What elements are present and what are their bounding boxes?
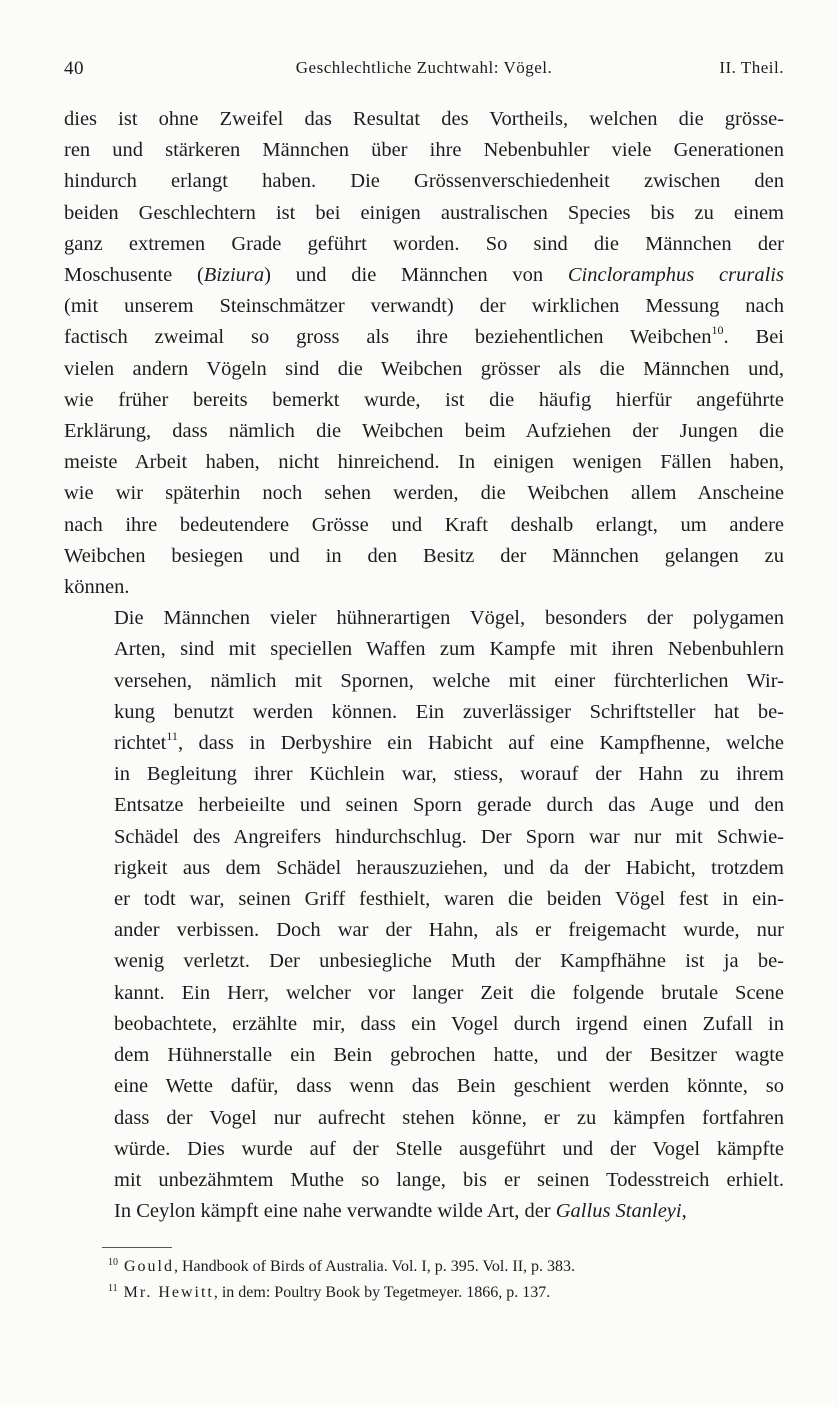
text-segment: dass der Vogel nur aufrecht stehen könne, er zu kämpfen fortfahren — [114, 1106, 784, 1129]
text-line — [64, 603, 784, 634]
text-line — [64, 198, 784, 229]
text-segment: er todt war, seinen Griff festhielt, waren die beiden Vögel fest in ein- — [114, 888, 784, 911]
text-line — [64, 915, 784, 946]
footnotes — [108, 1254, 788, 1306]
text-segment: würde. Dies wurde auf der Stelle ausgeführt und der Vogel kämpfte — [114, 1137, 784, 1160]
text-segment: ) und die Männchen von — [264, 264, 568, 287]
main-text — [64, 104, 784, 1227]
text-line — [64, 291, 784, 322]
text-line — [64, 1165, 784, 1196]
text-segment: Arten, sind mit speciellen Waffen zum Kampfe mit ihren Nebenbuhlern — [114, 638, 784, 661]
text-line — [64, 1103, 784, 1134]
text-segment: Die Männchen vieler hühnerartigen Vögel, besonders der polygamen — [114, 607, 784, 630]
text-segment: Moschusente ( — [64, 264, 204, 287]
footnote-rule — [102, 1247, 172, 1248]
text-segment: . Bei — [723, 326, 784, 349]
italic-term: Biziura — [203, 264, 265, 287]
running-header — [64, 58, 784, 86]
text-line — [64, 1134, 784, 1165]
running-title: Geschlechtliche Zuchtwahl: Vögel. — [295, 58, 553, 77]
text-line — [64, 666, 784, 697]
text-segment: wie früher bereits bemerkt wurde, ist die häufig hierfür angeführte — [64, 388, 784, 411]
text-segment: eine Wette dafür, dass wenn das Bein geschient werden könnte, so — [114, 1075, 784, 1098]
footnote-text: , in dem: Poultry Book by Tegetmeyer. 1866, p. 137. — [213, 1284, 551, 1301]
text-line — [64, 978, 784, 1009]
text-segment: dies ist ohne Zweifel das Resultat des Vortheils, welchen die grösse- — [64, 108, 784, 130]
footnote-number: 11 — [108, 1283, 118, 1294]
text-line — [64, 510, 784, 541]
footnote-marker[interactable]: 11 — [166, 729, 178, 744]
text-line — [64, 1196, 784, 1227]
text-line — [64, 572, 784, 603]
part-label: II. Theil. — [719, 58, 784, 77]
text-segment: Entsatze herbeieilte und seinen Sporn gerade durch das Auge und den — [114, 794, 784, 817]
paragraph — [64, 603, 784, 1227]
text-line — [64, 416, 784, 447]
text-line — [64, 634, 784, 665]
text-segment: mit unbezähmtem Muthe so lange, bis er seinen Todesstreich erhielt. — [114, 1168, 784, 1191]
text-segment: factisch zweimal so gross als ihre beziehentlichen Weibchen — [64, 326, 712, 349]
text-segment: vielen andern Vögeln sind die Weibchen grösser als die Männchen und, — [64, 357, 784, 380]
italic-term: Cincloramphus cruralis — [567, 264, 784, 287]
text-line — [64, 385, 784, 416]
text-line — [64, 884, 784, 915]
text-segment: Schädel des Angreifers hindurchschlug. Der Sporn war nur mit Schwie- — [114, 825, 784, 848]
text-line — [64, 759, 784, 790]
text-line — [64, 1009, 784, 1040]
text-line — [64, 1071, 784, 1102]
paragraph — [64, 104, 784, 603]
text-segment: , — [681, 1200, 687, 1223]
text-line — [64, 853, 784, 884]
text-line — [64, 946, 784, 977]
text-line — [64, 790, 784, 821]
text-line — [64, 478, 784, 509]
text-segment: kung benutzt werden können. Ein zuverlässiger Schriftsteller hat be- — [114, 700, 784, 723]
text-line — [64, 260, 784, 291]
text-line — [64, 697, 784, 728]
text-segment: (mit unserem Steinschmätzer verwandt) der wirklichen Messung nach — [64, 295, 784, 318]
footnote-marker[interactable]: 10 — [711, 323, 724, 338]
text-segment: rigkeit aus dem Schädel herauszuziehen, und da der Habicht, trotzdem — [114, 856, 784, 879]
text-line — [64, 229, 784, 260]
text-segment: in Begleitung ihrer Küchlein war, stiess, worauf der Hahn zu ihrem — [114, 763, 784, 786]
text-segment: ren und stärkeren Männchen über ihre Nebenbuhler viele Generationen — [64, 139, 784, 162]
footnote-author: Gould — [124, 1258, 174, 1275]
text-line — [64, 322, 784, 353]
text-line — [64, 166, 784, 197]
text-line — [64, 104, 784, 135]
text-line — [64, 135, 784, 166]
text-line — [64, 822, 784, 853]
text-segment: ander verbissen. Doch war der Hahn, als er freigemacht wurde, nur — [114, 919, 784, 942]
text-segment: kannt. Ein Herr, welcher vor langer Zeit die folgende brutale Scene — [114, 981, 784, 1004]
italic-term: Gallus Stanleyi — [555, 1200, 682, 1223]
text-segment: versehen, nämlich mit Spornen, welche mit einer fürchterlichen Wir- — [114, 669, 784, 692]
text-segment: Weibchen besiegen und in den Besitz der Männchen gelangen zu — [64, 544, 784, 567]
text-line — [64, 354, 784, 385]
page-number: 40 — [64, 58, 84, 79]
text-line — [64, 1040, 784, 1071]
text-segment: In Ceylon kämpft eine nahe verwandte wilde Art, der — [114, 1200, 556, 1223]
footnote-text: , Handbook of Birds of Australia. Vol. I, p. 395. Vol. II, p. 383. — [174, 1258, 576, 1275]
text-line — [64, 541, 784, 572]
text-segment: wenig verletzt. Der unbesiegliche Muth der Kampfhähne ist ja be- — [114, 950, 784, 973]
text-segment: meiste Arbeit haben, nicht hinreichend. In einigen wenigen Fällen haben, — [64, 451, 784, 474]
text-segment: beobachtete, erzählte mir, dass ein Vogel durch irgend einen Zufall in — [114, 1012, 784, 1035]
text-segment: dem Hühnerstalle ein Bein gebrochen hatte, und der Besitzer wagte — [114, 1044, 784, 1067]
text-segment: , dass in Derbyshire ein Habicht auf eine Kampfhenne, welche — [177, 732, 784, 755]
text-line — [64, 728, 784, 759]
text-segment: können. — [64, 576, 130, 599]
text-segment: ganz extremen Grade geführt worden. So sind die Männchen der — [64, 232, 784, 255]
text-segment: hindurch erlangt haben. Die Grössenverschiedenheit zwischen den — [64, 170, 784, 193]
footnote — [108, 1280, 788, 1306]
footnote — [108, 1254, 788, 1280]
text-segment: beiden Geschlechtern ist bei einigen australischen Species bis zu einem — [64, 201, 784, 224]
text-segment: richtet — [114, 732, 167, 755]
text-line — [64, 447, 784, 478]
text-segment: nach ihre bedeutendere Grösse und Kraft deshalb erlangt, um andere — [64, 513, 784, 536]
footnote-number: 10 — [108, 1257, 118, 1268]
footnote-author: Mr. Hewitt — [123, 1284, 214, 1301]
text-segment: Erklärung, dass nämlich die Weibchen beim Aufziehen der Jungen die — [64, 420, 784, 443]
text-segment: wie wir späterhin noch sehen werden, die Weibchen allem Anscheine — [64, 482, 784, 505]
